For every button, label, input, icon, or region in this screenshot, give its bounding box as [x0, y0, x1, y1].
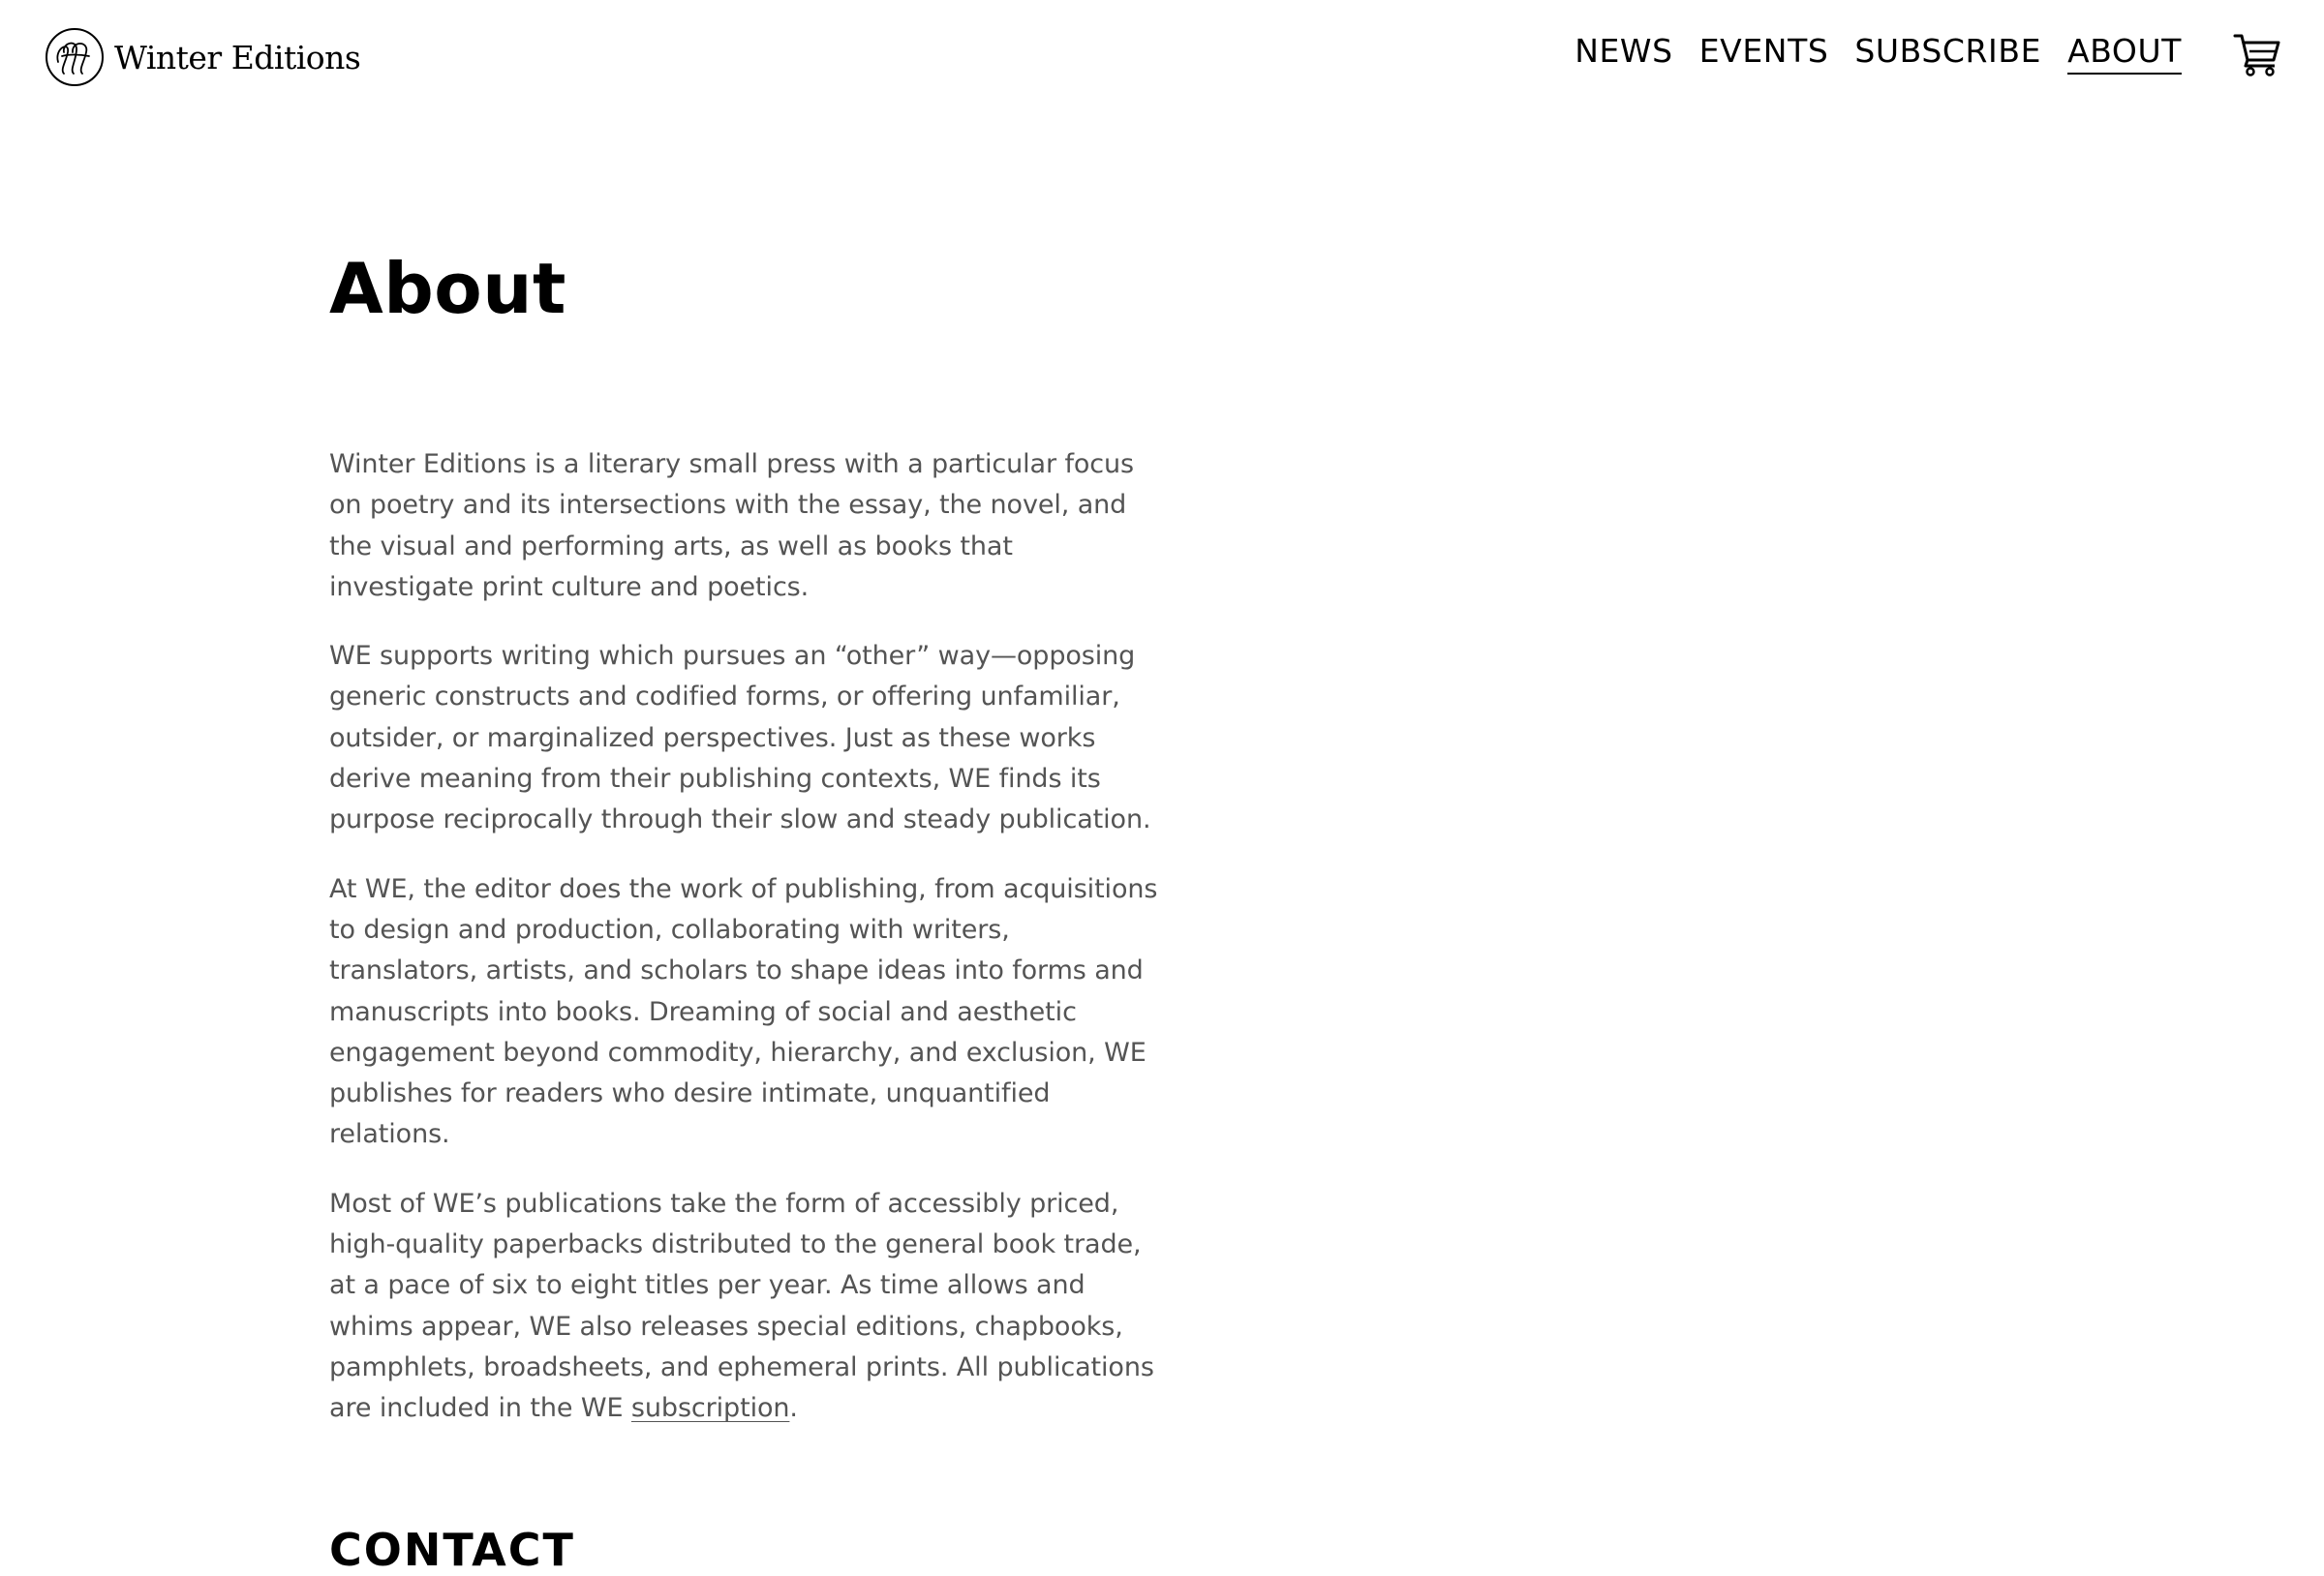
brand-name: Winter Editions — [114, 38, 361, 76]
paragraph-text: Most of WE’s publications take the form of accessibly priced, high-quality paperbacks distributed to the general book trade, at a pace of six to eight titles per year. As time allows and whims appear, WE also releases special editions, chapbooks, pamphlets, broadsheets, and ephemeral prints. All publications are included in the WE — [329, 1188, 1154, 1424]
paragraph-period: . — [789, 1393, 798, 1424]
subscription-link[interactable]: subscription — [630, 1393, 790, 1424]
nav-item-events[interactable]: EVENTS — [1698, 32, 1829, 70]
logo-link[interactable] — [45, 27, 360, 87]
about-paragraph-1: Winter Editions is a literary small press with a particular focus on poetry and its intersections with the essay, the novel, and the visual and performing arts, as well as books that investigate print culture and poetics. — [329, 449, 1135, 602]
about-paragraph-2: WE supports writing which pursues an “other” way—opposing generic constructs and codified forms, or offering unfamiliar, outsider, or marginalized perspectives. Just as these works derive meaning from their publishing contexts, WE finds its purpose reciprocally through their slow and steady publication. — [329, 641, 1151, 835]
about-paragraph-3: At WE, the editor does the work of publishing, from acquisitions to design and production, collaborating with writers, translators, artists, and scholars to shape ideas into forms and manuscripts into books. Dreaming of social and aesthetic engagement beyond commodity, hierarchy, and exclusion, WE publishes for readers who desire intimate, unquantified relations. — [329, 873, 1158, 1150]
winter-editions-monogram-icon — [45, 27, 105, 87]
main-nav — [1548, 32, 2182, 75]
site-header — [0, 0, 2324, 111]
contact-heading: CONTACT — [329, 1524, 575, 1576]
cart-icon — [2233, 31, 2281, 77]
nav-item-about[interactable]: ABOUT — [2067, 32, 2182, 75]
about-text — [329, 444, 1162, 1430]
nav-item-subscribe[interactable]: SUBSCRIBE — [1854, 32, 2042, 70]
cart-button[interactable] — [2233, 31, 2281, 77]
about-paragraph-4 — [329, 1184, 1162, 1430]
nav-item-news[interactable]: NEWS — [1575, 32, 1673, 70]
page-title: About — [329, 248, 566, 329]
